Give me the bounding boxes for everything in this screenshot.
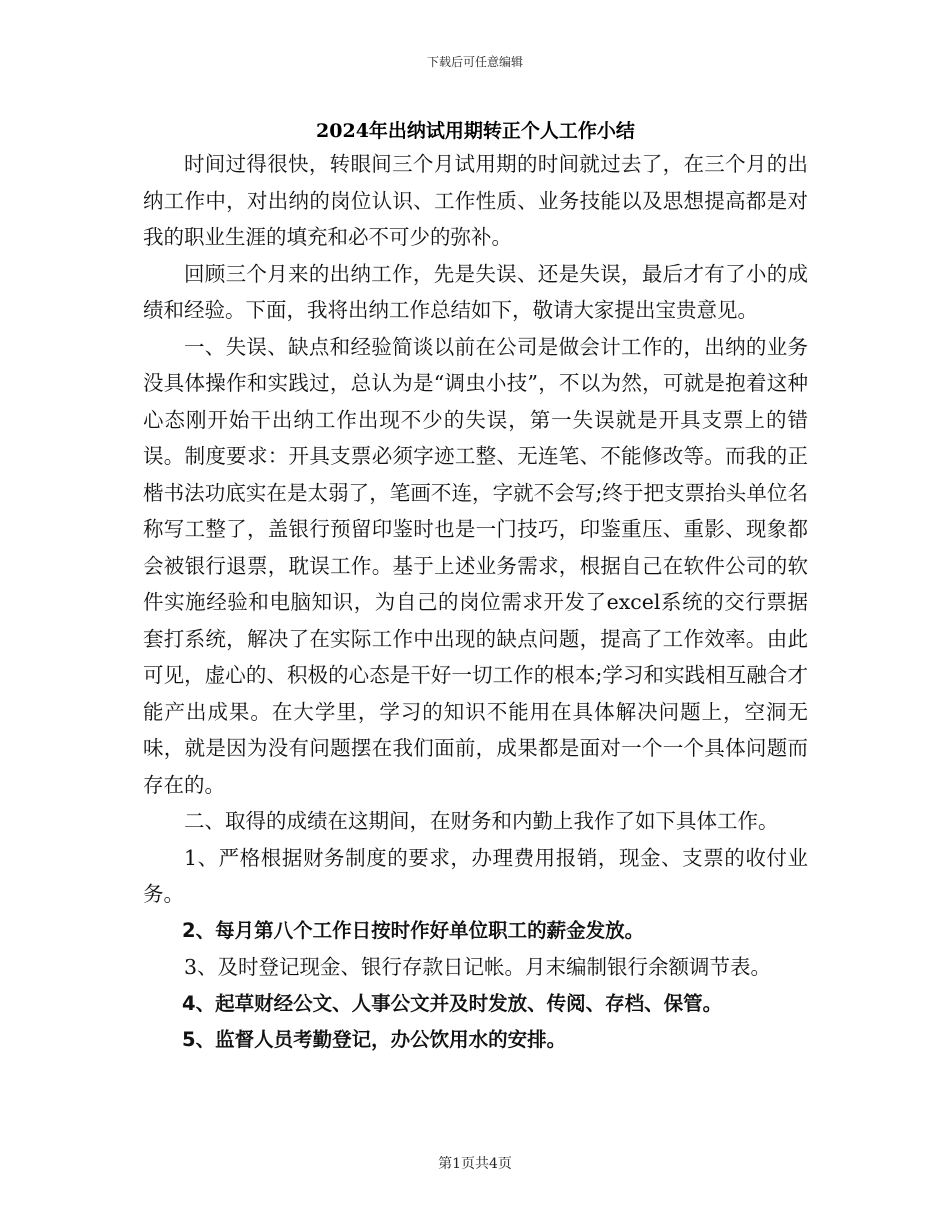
paragraph: 时间过得很快，转眼间三个月试用期的时间就过去了，在三个月的出纳工作中，对出纳的岗位认识、工作性质、业务技能以及思想提高都是对我的职业生涯的填充和必不可少的弥补。 <box>143 152 808 249</box>
paragraph: 回顾三个月来的出纳工作，先是失误、还是失误，最后才有了小的成绩和经验。下面，我将出纳工作总结如下，敬请大家提出宝贵意见。 <box>143 261 808 322</box>
document-title: 2024年出纳试用期转正个人工作小结 <box>316 120 635 142</box>
list-item: 3、及时登记现金、银行存款日记帐。月末编制银行余额调节表。 <box>184 955 772 979</box>
list-item: 2、每月第八个工作日按时作好单位职工的薪金发放。 <box>182 918 645 942</box>
paragraph: 一、失误、缺点和经验简谈以前在公司是做会计工作的，出纳的业务没具体操作和实践过，总认为是“调虫小技”，不以为然，可就是抱着这种心态刚开始干出纳工作出现不少的失误，第一失误就是开具支票上的错误。制度要求：开具支票必须字迹工整、无连笔、不能修改等。而我的正楷书法功底实在是太弱了，笔画不连，字就不会写;终于把支票抬头单位名称写工整了，盖银行预留印鉴时也是一门技巧，印鉴重压、重影、现象都会被银行退票，耽误工作。基于上述业务需求，根据自己在软件公司的软件实施经验和电脑知识，为自己的岗位需求开发了excel系统的交行票据套打系统，解决了在实际工作中出现的缺点问题，提高了工作效率。由此可见，虚心的、积极的心态是干好一切工作的根本;学习和实践相互融合才能产出成果。在大学里，学习的知识不能用在具体解决问题上，空洞无味，就是因为没有问题摆在我们面前，成果都是面对一个一个具体问题而存在的。 <box>143 334 808 797</box>
list-item: 5、监督人员考勤登记，办公饮用水的安排。 <box>182 1028 567 1051</box>
paragraph: 1、严格根据财务制度的要求，办理费用报销，现金、支票的收付业务。 <box>143 845 808 906</box>
paragraph: 二、取得的成绩在这期间，在财务和内勤上我作了如下具体工作。 <box>184 809 779 833</box>
list-item: 4、起草财经公文、人事公文并及时发放、传阅、存档、保管。 <box>182 991 723 1015</box>
document-body <box>143 146 808 1059</box>
page-number: 第1页共4页 <box>438 1156 512 1172</box>
header-note: 下载后可任意编辑 <box>426 55 523 69</box>
